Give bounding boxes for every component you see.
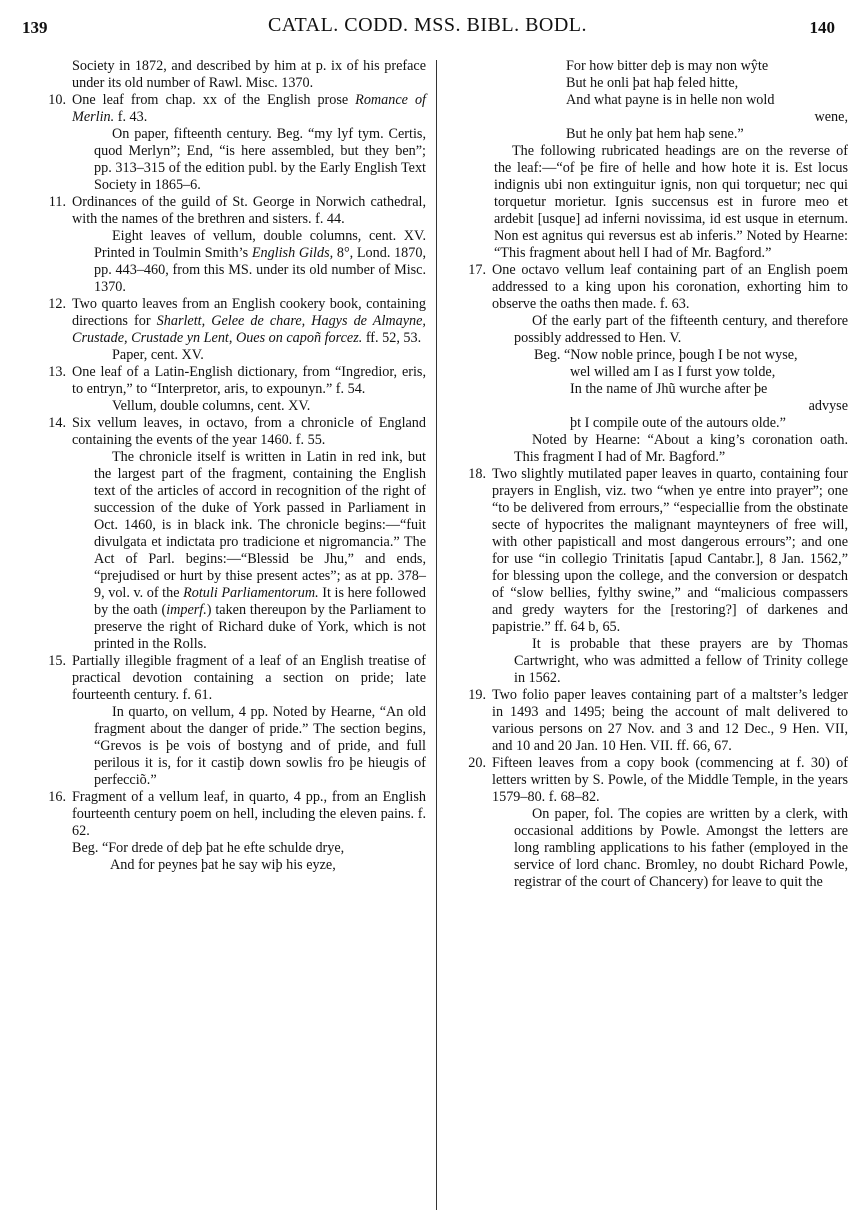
entry-13 [26, 364, 426, 415]
work-title: Rotuli Parliamentorum. [183, 585, 319, 601]
entry-18 [446, 466, 848, 687]
entry-note: Paper, cent. XV. [112, 347, 204, 363]
entry-11 [26, 194, 426, 296]
verse-line: wel willed am I as I furst yow tolde, [570, 364, 776, 380]
entry-note: Of the early part of the fifteenth century, and therefore possibly addressed to Hen. V. [514, 313, 848, 346]
verse-line-wrap: advyse [808, 398, 848, 414]
verse-line: But he only þat hem haþ sene.” [566, 126, 744, 142]
entry-note: On paper, fol. The copies are written by a clerk, with occasional additions by Powle. Amongst the letters are long rambling applications to his father (employed in the service of lord chanc. Bromley, no doubt Richard Powle, registrar of the court of Chancery) for leave to quit the [514, 806, 848, 890]
entry-number: 17. [468, 262, 486, 278]
right-column [446, 58, 848, 891]
entry-number: 20. [468, 755, 486, 771]
entry-number: 15. [48, 653, 66, 669]
verse-line: In the name of Jhũ wurche after þe [570, 381, 768, 397]
entry-description: Two quarto leaves from an English cookery book, containing directions for Sharlett, Gelee de chare, Hagys de Almayne, Crustade, Crustade yn Lent, Oues on capoñ forcez. ff. 52, 53. [72, 296, 426, 346]
entry-17 [446, 262, 848, 466]
entry-20 [446, 755, 848, 891]
entry-note: On paper, fifteenth century. Beg. “my lyf tym. Certis, quod Merlyn”; End, “is here assembled, but they ben”; pp. 313–315 of the edition publ. by the Early English Text Society in 1865–6. [94, 126, 426, 193]
entry-number: 16. [48, 789, 66, 805]
entry-note: Vellum, double columns, cent. XV. [112, 398, 311, 414]
entry-note: It is probable that these prayers are by Thomas Cartwright, who was admitted a fellow of Trinity college in 1562. [514, 636, 848, 686]
entry-number: 11. [48, 194, 66, 210]
entry-12 [26, 296, 426, 364]
verse-line: For how bitter deþ is may non wŷte [566, 58, 769, 74]
hearne-note: Noted by Hearne: “About a king’s coronation oath. This fragment I had of Mr. Bagford.” [514, 432, 848, 465]
entry-10 [26, 92, 426, 194]
entry-description: Two folio paper leaves containing part of a maltster’s ledger in 1493 and 1495; being the account of malt delivered to various persons on 27 Nov. and 3 and 12 Dec., 9 Hen. VII, and 10 and 20 Jan. 10 Hen. VII. ff. 66, 67. [492, 687, 848, 754]
entry-number: 14. [48, 415, 66, 431]
verse-line: Beg. “Now noble prince, þough I be not wyse, [534, 347, 798, 363]
entry-number: 19. [468, 687, 486, 703]
entry-description: Fragment of a vellum leaf, in quarto, 4 pp., from an English fourteenth century poem on hell, including the eleven pains. f. 62. [72, 789, 426, 839]
entry-description: Six vellum leaves, in octavo, from a chronicle of England containing the events of the year 1460. f. 55. [72, 415, 426, 448]
verse-line: þt I compile oute of the autours olde.” [570, 415, 786, 431]
entry-number: 18. [468, 466, 486, 482]
work-title: English Gilds, [251, 245, 334, 261]
verse-line: And what payne is in helle non wold [566, 92, 775, 108]
entry-16 [26, 789, 426, 874]
entry-number: 13. [48, 364, 66, 380]
poem-beginning [534, 347, 848, 432]
verse-line-wrap: wene, [814, 109, 848, 125]
entry-note: Eight leaves of vellum, double columns, cent. XV. Printed in Toulmin Smith’s English Gilds, 8°, Lond. 1870, pp. 443–460, from this MS. under its old number of Misc. 1370. [94, 228, 426, 295]
entry-number: 12. [48, 296, 66, 312]
poem-beginning [72, 840, 426, 874]
entry-14 [26, 415, 426, 653]
page-number-right: 140 [809, 18, 835, 37]
entry-15 [26, 653, 426, 789]
verse-line: Beg. “For drede of deþ þat he efte schulde drye, [72, 840, 345, 856]
verse-line: But he onli þat haþ feled hitte, [566, 75, 739, 91]
entry-description: Fifteen leaves from a copy book (commencing at f. 30) of letters written by S. Powle, of the Middle Temple, in the years 1579–80. f. 68–82. [492, 755, 848, 805]
continued-entry-text: Society in 1872, and described by him at p. ix of his preface under its old number of Rawl. Misc. 1370. [72, 58, 426, 91]
poem-continuation [566, 58, 848, 143]
entry-note: The chronicle itself is written in Latin in red ink, but the largest part of the fragment, containing the English text of the articles of accord in recognition of the right of succession of the duke of York passed in Parliament in Oct. 1460, is in black ink. The chronicle begins:—“fuit divulgata et indictata pro tradicione et nigromancia.” The Act of Parl. begins:—“Blessid be Jhu,” and ends, “prejudised or hurt by thise present actes”; as at pp. 378–9, vol. v. of the Rotuli Parliamentorum. It is here followed by the oath (imperf.) taken thereupon by the Parliament to preserve the right of Richard duke of York, which is not printed in the Rolls. [94, 449, 426, 652]
entry-description: One octavo vellum leaf containing part of an English poem addressed to a king upon his coronation, exhorting him to observe the oaths then made. f. 63. [492, 262, 848, 312]
entry-description: One leaf from chap. xx of the English prose Romance of Merlin. f. 43. [72, 92, 426, 125]
left-column [26, 58, 426, 874]
entry-description: Two slightly mutilated paper leaves in quarto, containing four prayers in English, viz. two “when ye entre into prayer”; one “to be delivered from errours,” “especiallie from the obstinate secte of hypocrites the malignant maynteyners of free will, with other papisticall and most dangerous errours”; and one for use “in collegio Trinitatis [apud Cantabr.], 8 Jan. 1562,” for blessing upon the college, and the conversion or despatch of “slow bellies, fylthy swine,” and “malicious compassers and gredy wayters for the [restoring?] of darkenes and papistrie.” ff. 64 b, 65. [492, 466, 848, 635]
entry-number: 10. [48, 92, 66, 108]
entry-description: One leaf of a Latin-English dictionary, from “Ingredior, eris, to entryn,” to “Interpretor, aris, to expounyn.” f. 54. [72, 364, 426, 397]
page-number-left: 139 [22, 18, 48, 37]
page-header [20, 14, 835, 44]
rubric-note: The following rubricated headings are on the reverse of the leaf:—“of þe fire of helle and how hote it is. Est locus indignis ubi non extinguitur ignis, non qui torquetur; nec qui torquetur morietur. Ignis succensus est in furore meo et ardebit [usque] ad inferni novissima, id est usque in eternum. Non est agnitus qui reversus est ab inferis.” Noted by Hearne: “This fragment about hell I had of Mr. Bagford.” [494, 143, 848, 261]
work-title: Romance of Merlin. [72, 92, 426, 125]
entry-19 [446, 687, 848, 755]
running-title: CATAL. CODD. MSS. BIBL. BODL. [267, 14, 588, 36]
recipe-names: Sharlett, Gelee de chare, Hagys de Almayne, Crustade, Crustade yn Lent, Oues on capoñ forcez. [72, 313, 426, 346]
entry-note: In quarto, on vellum, 4 pp. Noted by Hearne, “An old fragment about the danger of pride.” The section begins, “Grevos is þe vois of bostyng and of pride, and full perilous it is, for it castiþ down sowlis fro þe hieugis of perfecciõ.” [94, 704, 426, 788]
verse-line: And for peynes þat he say wiþ his eyze, [110, 857, 336, 873]
entry-description: Ordinances of the guild of St. George in Norwich cathedral, with the names of the brethren and sisters. f. 44. [72, 194, 426, 227]
column-divider [436, 60, 437, 1210]
entry-description: Partially illegible fragment of a leaf of an English treatise of practical devotion containing a section on pride; late fourteenth century. f. 61. [72, 653, 426, 703]
